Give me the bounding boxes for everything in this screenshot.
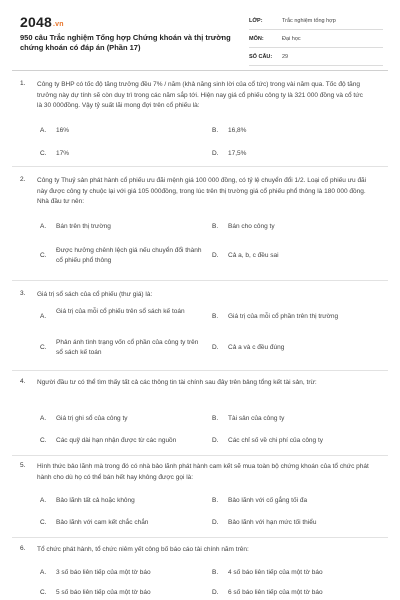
page-title: 950 câu Trắc nghiệm Tổng hợp Chứng khoán và thị trường chứng khoán có đáp án (Phần 17) [20, 33, 231, 52]
option-text: Bảo lãnh với cam kết chắc chắn [56, 519, 149, 526]
question-text: Hình thức bảo lãnh mà trong đó có nhà bảo lãnh phát hành cam kết sẽ mua toàn bộ chứng khoán của tổ chức phát hành cho dù họ có thể bán hết hay không được gọi là: [37, 463, 369, 481]
option-key: D. [212, 589, 219, 596]
option-text: 17,5% [228, 150, 247, 157]
option-text: Các chỉ số về chi phí của công ty [228, 437, 324, 444]
option-text: 16% [56, 127, 70, 134]
question-text: Giá trị sổ sách của cổ phiếu (thư giá) là: [37, 291, 153, 298]
meta-key: LỚP: [249, 17, 263, 24]
option-key: B. [212, 313, 219, 320]
meta-row-subject [249, 30, 383, 48]
option-key: C. [40, 519, 47, 526]
option-key: B. [212, 497, 219, 504]
question-divider [12, 280, 388, 281]
option-key: A. [40, 415, 47, 422]
option-key: A. [40, 497, 47, 504]
meta-value: 29 [282, 53, 289, 60]
option-key: A. [40, 223, 47, 230]
option-text: Được hưởng chênh lệch giá nếu chuyển đổi thành cổ phiếu phổ thông [56, 247, 202, 264]
option-text: Bán trên thị trường [56, 223, 111, 230]
option-key: B. [212, 127, 219, 134]
option-text: Giá trị của mỗi cổ phần trên thị trường [228, 313, 339, 320]
question-divider [12, 455, 388, 456]
option-text: 6 số báo liên tiếp của một tờ báo [228, 589, 323, 596]
option-key: B. [212, 569, 219, 576]
question-divider [12, 370, 388, 371]
option-text: Bảo lãnh với cố gắng tối đa [228, 497, 308, 504]
question-number: 1. [20, 80, 26, 87]
option-text: 5 số báo liên tiếp của một tờ báo [56, 589, 151, 596]
option-text: 4 số báo liên tiếp của một tờ báo [228, 569, 323, 576]
meta-value: Đại học [282, 35, 301, 42]
option-text: Giá trị của mỗi cổ phiếu trên sổ sách kế toán [56, 308, 185, 315]
option-text: Giá trị ghi sổ của công ty [56, 415, 128, 422]
option-key: A. [40, 569, 47, 576]
option-text: Bán cho công ty [228, 223, 275, 230]
meta-key: MÔN: [249, 35, 264, 42]
meta-value: Trắc nghiệm tổng hợp [282, 17, 336, 24]
header-divider [12, 70, 388, 71]
logo-text: 2048 [20, 14, 52, 30]
meta-key: SỐ CÂU: [249, 53, 273, 60]
option-key: D. [212, 519, 219, 526]
question-number: 5. [20, 462, 26, 469]
option-text: 17% [56, 150, 70, 157]
option-text: Bảo lãnh tất cả hoặc không [56, 497, 135, 504]
option-key: A. [40, 313, 47, 320]
option-text: 3 số báo liên tiếp của một tờ báo [56, 569, 151, 576]
question-text: Người đầu tư có thể tìm thấy tất cả các thông tin tài chính sau đây trên bảng tổng kết tài sản, trừ: [37, 379, 317, 386]
question-text: Công ty Thuỷ sản phát hành cổ phiếu ưu đãi mệnh giá 100 000 đồng, có tỷ lệ chuyển đổi 1/2. Loại cổ phiếu ưu đãi này được công ty chuộc lại với giá 105 000đồng, trong lúc trên thị trường giá cổ phiếu phổ thông là 180 000 đồng. Nhà đầu tư nên: [37, 177, 367, 205]
question-number: 3. [20, 290, 26, 297]
site-logo[interactable] [20, 14, 64, 30]
logo-suffix: .vn [52, 21, 64, 28]
question-text: Công ty BHP có tốc độ tăng trưởng đều 7% / năm (khả năng sinh lời của cổ tức) trong vài năm qua. Tốc độ tăng trưởng này dự tính sẽ còn duy trì trong các năm sắp tới. Hiện nay giá cổ phiếu công ty là 321 000 đồng và cổ tức là 30 000đồng. Vậy tỷ suất lãi mong đợi trên cổ phiếu là: [37, 81, 363, 109]
option-key: C. [40, 150, 47, 157]
question-number: 6. [20, 545, 26, 552]
question-number: 4. [20, 378, 26, 385]
option-key: C. [40, 252, 47, 259]
question-text: Tổ chức phát hành, tổ chức niêm yết công bố báo cáo tài chính năm trên: [37, 546, 249, 553]
meta-row-count [249, 48, 383, 66]
option-key: C. [40, 589, 47, 596]
option-key: D. [212, 344, 219, 351]
option-key: D. [212, 150, 219, 157]
option-text: 16,8% [228, 127, 247, 134]
option-text: Bảo lãnh với hạn mức tối thiểu [228, 519, 317, 526]
option-key: B. [212, 415, 219, 422]
meta-row-class [249, 12, 383, 30]
option-text: Phản ánh tình trạng vốn cổ phần của công ty trên sổ sách kế toán [56, 339, 199, 356]
option-key: D. [212, 437, 219, 444]
option-text: Cả a, b, c đều sai [228, 252, 279, 259]
option-text: Tài sản của công ty [228, 415, 285, 422]
option-text: Các quỹ dài hạn nhận được từ các nguồn [56, 437, 177, 444]
question-number: 2. [20, 176, 26, 183]
question-divider [12, 166, 388, 167]
meta-info-table [249, 12, 383, 66]
option-key: C. [40, 344, 47, 351]
option-key: C. [40, 437, 47, 444]
option-text: Cả a và c đều đúng [228, 344, 285, 351]
option-key: A. [40, 127, 47, 134]
question-divider [12, 537, 388, 538]
option-key: B. [212, 223, 219, 230]
option-key: D. [212, 252, 219, 259]
